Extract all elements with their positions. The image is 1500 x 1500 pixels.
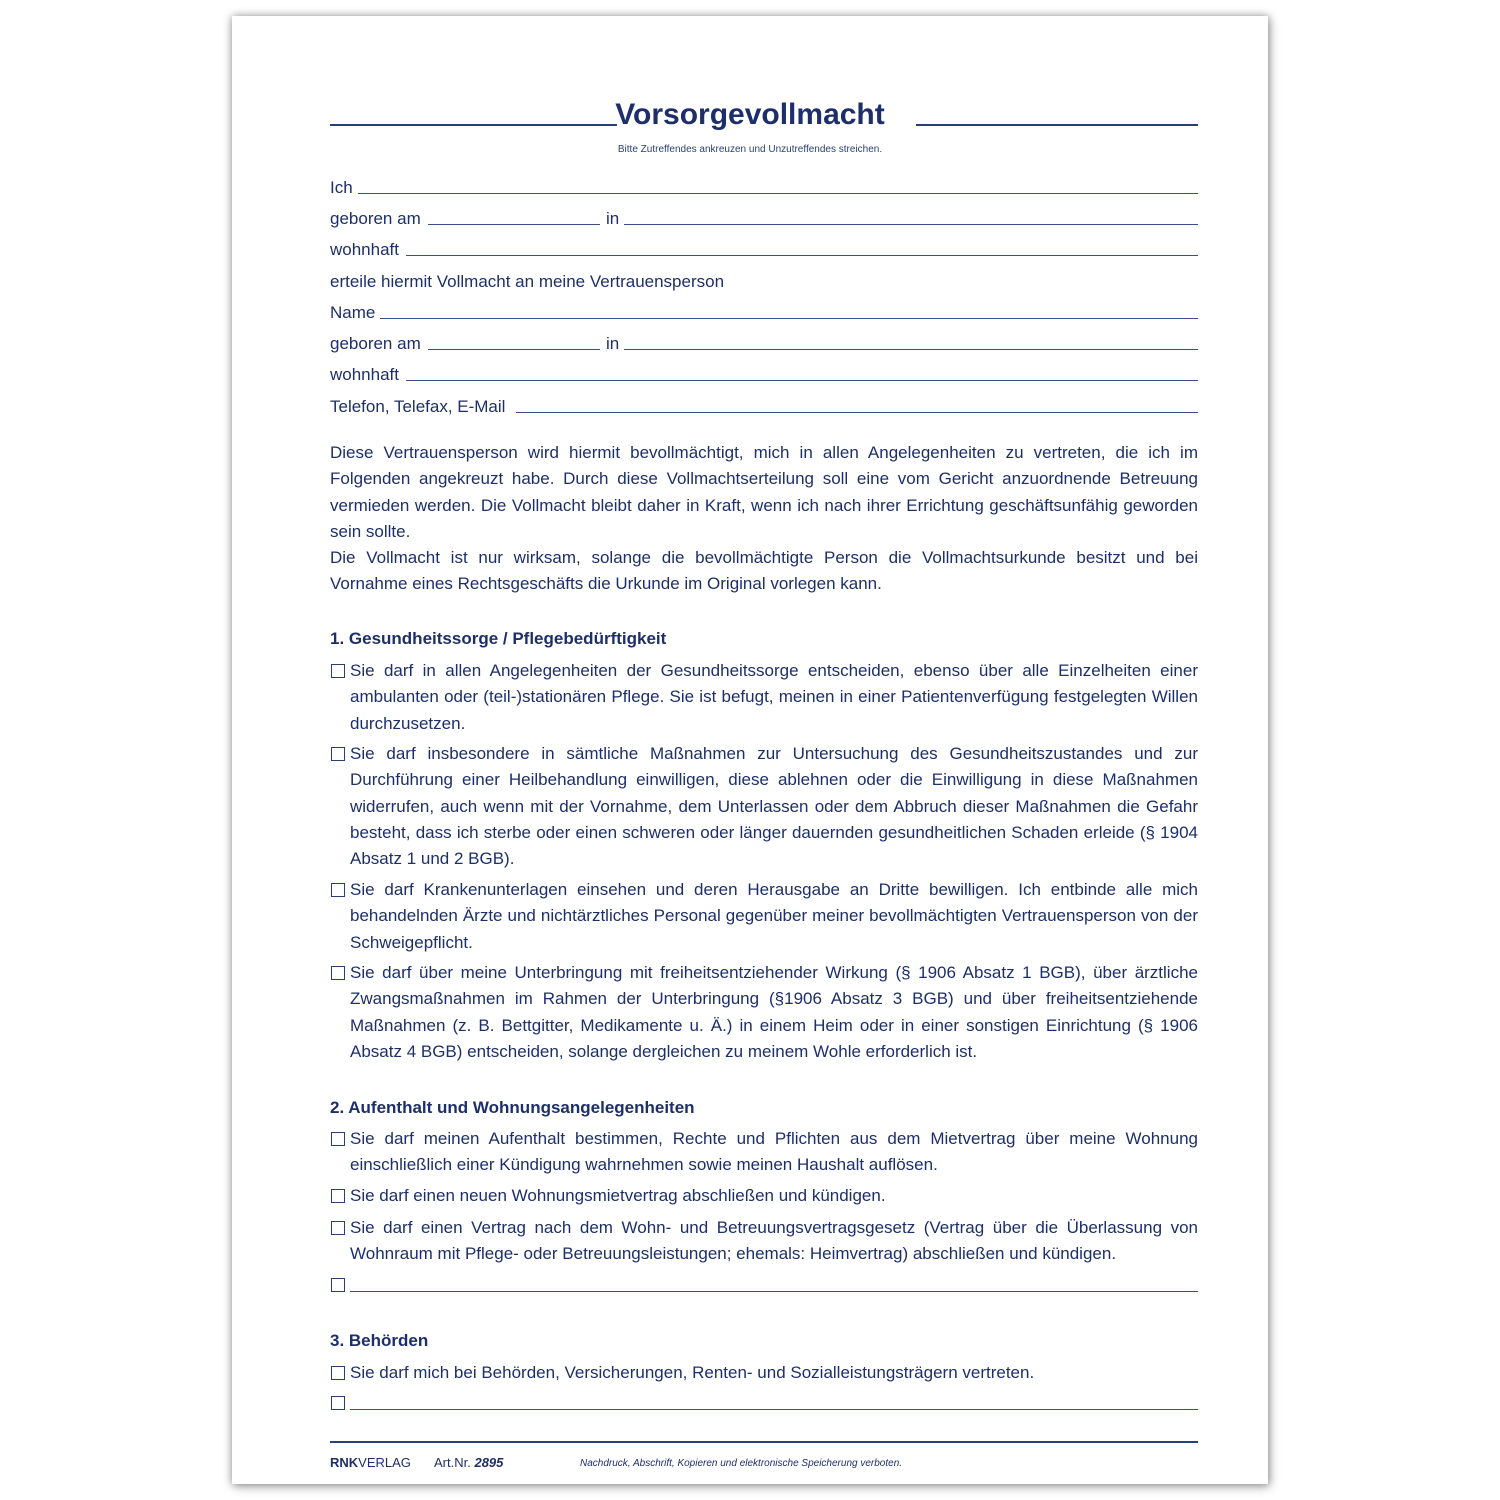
field-line-wohnhaft-1[interactable] [406,255,1198,256]
section-2-option-4-line[interactable] [350,1291,1198,1292]
section-3-heading: 3. Behörden [330,1331,429,1350]
section-1-option-3-checkbox[interactable] [331,883,345,897]
field-label-wohnhaft-2: wohnhaft [330,365,399,384]
section-3-option-2-checkbox[interactable] [331,1396,345,1410]
field-line-geboren-2[interactable] [428,349,600,350]
section-2-option-1-checkbox[interactable] [331,1132,345,1146]
section-1-option-1-text: Sie darf in allen Angelegenheiten der Gesundheitssorge entscheiden, ebenso über alle Einzelheiten einer ambulanten oder (teil-)stationären Pflege. Sie ist befugt, meinen in einer Patientenverfügung festgelegten Willen durchzusetzen. [350,661,1198,733]
intro-paragraph-1: Diese Vertrauensperson wird hiermit bevollmächtigt, mich in allen Angelegenheiten zu vertreten, die ich im Folgenden angekreuzt habe. Durch diese Vollmachtserteilung soll eine vom Gericht anzuordnende Betreuung vermieden werden. Die Vollmacht bleibt daher in Kraft, wenn ich nach ihrer Errichtung geschäftsunfähig geworden sein sollte. [330,443,1198,541]
section-3-option-2-line[interactable] [350,1409,1198,1410]
field-label-geboren-1: geboren am [330,209,421,228]
field-label-ich: Ich [330,178,353,197]
section-2-option-2-checkbox[interactable] [331,1189,345,1203]
section-2-heading: 2. Aufenthalt und Wohnungsangelegenheiten [330,1098,695,1117]
section-1-option-2-text: Sie darf insbesondere in sämtliche Maßnahmen zur Untersuchung des Gesundheitszustandes und zur Durchführung einer Heilbehandlung einwilligen, diese ablehnen oder die Einwilligung in diese Maßnahmen widerrufen, auch wenn mit der Vornahme, dem Unterlassen oder dem Abbruch dieser Maßnahmen die Gefahr besteht, dass ich sterbe oder einen schweren oder länger dauernden gesundheitlichen Schaden erleide (§ 1904 Absatz 1 und 2 BGB). [350,744,1198,869]
section-1-option-3-text: Sie darf Krankenunterlagen einsehen und deren Herausgabe an Dritte bewilligen. Ich entbinde alle mich behandelnden Ärzte und nichtärztliches Personal gegenüber meiner bevollmächtigten Vertrauensperson von der Schweigepflicht. [350,880,1198,952]
section-2-option-3-checkbox[interactable] [331,1221,345,1235]
field-line-in-1[interactable] [624,224,1198,225]
section-3-option-1-text: Sie darf mich bei Behörden, Versicherungen, Renten- und Sozialleistungsträgern vertreten. [350,1363,1035,1382]
section-1-option-4-checkbox[interactable] [331,966,345,980]
field-line-kontakt[interactable] [516,412,1198,413]
footer-article [434,1455,503,1470]
document-page [232,16,1268,1484]
field-line-wohnhaft-2[interactable] [406,380,1198,381]
footer-rule [330,1441,1198,1443]
section-2-option-1-text: Sie darf meinen Aufenthalt bestimmen, Rechte und Pflichten aus dem Mietvertrag über meine Wohnung einschließlich einer Kündigung wahrnehmen sowie meinen Haushalt auflösen. [350,1129,1198,1175]
footer-article-number: 2895 [474,1455,504,1470]
field-line-ich[interactable] [358,193,1198,194]
field-label-kontakt: Telefon, Telefax, E-Mail [330,397,506,416]
footer-notice: Nachdruck, Abschrift, Kopieren und elektronische Speicherung verboten. [580,1458,903,1469]
document-subtitle: Bitte Zutreffendes ankreuzen und Unzutreffendes streichen. [617,144,883,155]
field-label-in-1: in [606,209,620,228]
field-label-erteile: erteile hiermit Vollmacht an meine Vertrauensperson [330,272,725,291]
footer-brand-rest: VERLAG [358,1455,411,1470]
footer-brand-bold: RNK [330,1455,359,1470]
field-label-wohnhaft-1: wohnhaft [330,240,399,259]
field-label-in-2: in [606,334,620,353]
footer-brand [330,1455,411,1470]
section-1-option-2-checkbox[interactable] [331,747,345,761]
section-1-option-1-checkbox[interactable] [331,664,345,678]
section-1-option-4-text: Sie darf über meine Unterbringung mit freiheitsentziehender Wirkung (§ 1906 Absatz 1 BGB), über ärztliche Zwangsmaßnahmen im Rahmen der Unterbringung (§1906 Absatz 3 BGB) und über freiheitsentziehende Maßnahmen (z. B. Bettgitter, Medikamente u. Ä.) in einem Heim oder in einer sonstigen Einrichtung (§ 1906 Absatz 4 BGB) entscheiden, solange dergleichen zu meinem Wohle erforderlich ist. [350,963,1198,1061]
section-2-option-2-text: Sie darf einen neuen Wohnungsmietvertrag abschließen und kündigen. [350,1186,886,1205]
section-2-option-4-checkbox[interactable] [331,1278,345,1292]
section-3-option-1-checkbox[interactable] [331,1366,345,1380]
field-line-name[interactable] [380,318,1198,319]
intro-paragraph-2: Die Vollmacht ist nur wirksam, solange die bevollmächtigte Person die Vollmachtsurkunde besitzt und bei Vornahme eines Rechtsgeschäfts die Urkunde im Original vorlegen kann. [330,548,1198,594]
field-label-geboren-2: geboren am [330,334,421,353]
section-1-heading: 1. Gesundheitssorge / Pflegebedürftigkeit [330,629,667,648]
document-title: Vorsorgevollmacht [615,98,885,131]
field-label-name: Name [330,303,376,322]
field-line-geboren-1[interactable] [428,224,600,225]
field-line-in-2[interactable] [624,349,1198,350]
section-2-option-3-text: Sie darf einen Vertrag nach dem Wohn- und Betreuungsvertragsgesetz (Vertrag über die Überlassung von Wohnraum mit Pflege- oder Betreuungsleistungen; ehemals: Heimvertrag) abschließen und kündigen. [350,1218,1198,1264]
footer-article-label: Art.Nr. [434,1455,471,1470]
